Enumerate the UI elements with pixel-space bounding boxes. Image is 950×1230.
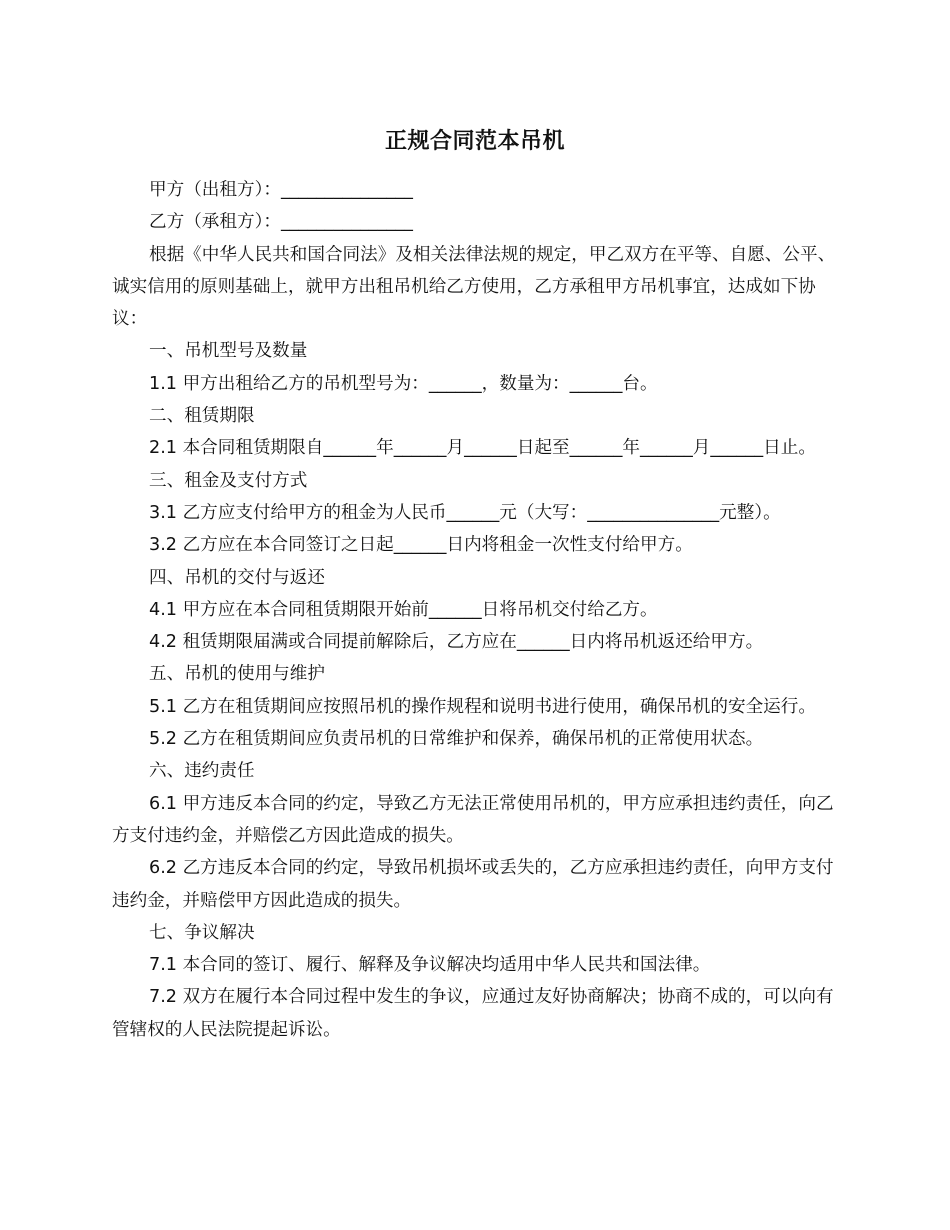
document-title: 正规合同范本吊机 (384, 129, 565, 154)
clause-6-2: 6.2 乙方违反本合同的约定，导致吊机损坏或丢失的，乙方应承担违约责任，向甲方支付违约金，并赔偿甲方因此造成的损失。 (112, 858, 834, 911)
clause-3-1: 3.1 乙方应支付给甲方的租金为人民币______元（大写：_______________元整）。 (149, 502, 781, 523)
clause-5-1: 5.1 乙方在租赁期间应按照吊机的操作规程和说明书进行使用，确保吊机的安全运行。 (149, 696, 816, 717)
clause-7-2: 7.2 双方在履行本合同过程中发生的争议，应通过友好协商解决；协商不成的，可以向有管辖权的人民法院提起诉讼。 (112, 987, 834, 1040)
clause-2-1: 2.1 本合同租赁期限自______年______月______日起至______年______月______日止。 (149, 438, 816, 459)
clause-1-1: 1.1 甲方出租给乙方的吊机型号为：______，数量为：______台。 (149, 373, 658, 394)
clause-4-2: 4.2 租赁期限届满或合同提前解除后，乙方应在______日内将吊机返还给甲方。 (149, 632, 764, 653)
party-a-line: 甲方（出租方）：_______________ (149, 180, 413, 200)
section-heading-6: 六、违约责任 (149, 761, 255, 782)
party-b-line: 乙方（承租方）：_______________ (149, 212, 413, 233)
clause-3-2: 3.2 乙方应在本合同签订之日起______日内将租金一次性支付给甲方。 (149, 535, 693, 556)
clause-6-1: 6.1 甲方违反本合同的约定，导致乙方无法正常使用吊机的，甲方应承担违约责任，向乙方支付违约金，并赔偿乙方因此造成的损失。 (112, 793, 834, 846)
section-heading-4: 四、吊机的交付与返还 (149, 567, 325, 588)
preamble-paragraph: 根据《中华人民共和国合同法》及相关法律法规的规定，甲乙双方在平等、自愿、公平、诚实信用的原则基础上，就甲方出租吊机给乙方使用，乙方承租甲方吊机事宜，达成如下协议： (112, 244, 836, 330)
clause-7-1: 7.1 本合同的签订、履行、解释及争议解决均适用中华人民共和国法律。 (149, 955, 711, 976)
clause-4-1: 4.1 甲方应在本合同租赁期限开始前______日将吊机交付给乙方。 (149, 599, 658, 620)
section-heading-5: 五、吊机的使用与维护 (149, 664, 325, 685)
section-heading-3: 三、租金及支付方式 (149, 470, 308, 491)
section-heading-7: 七、争议解决 (149, 922, 255, 943)
section-heading-1: 一、吊机型号及数量 (149, 341, 308, 362)
clause-5-2: 5.2 乙方在租赁期间应负责吊机的日常维护和保养，确保吊机的正常使用状态。 (149, 729, 764, 750)
document-body (112, 174, 842, 1046)
section-heading-2: 二、租赁期限 (149, 406, 255, 427)
